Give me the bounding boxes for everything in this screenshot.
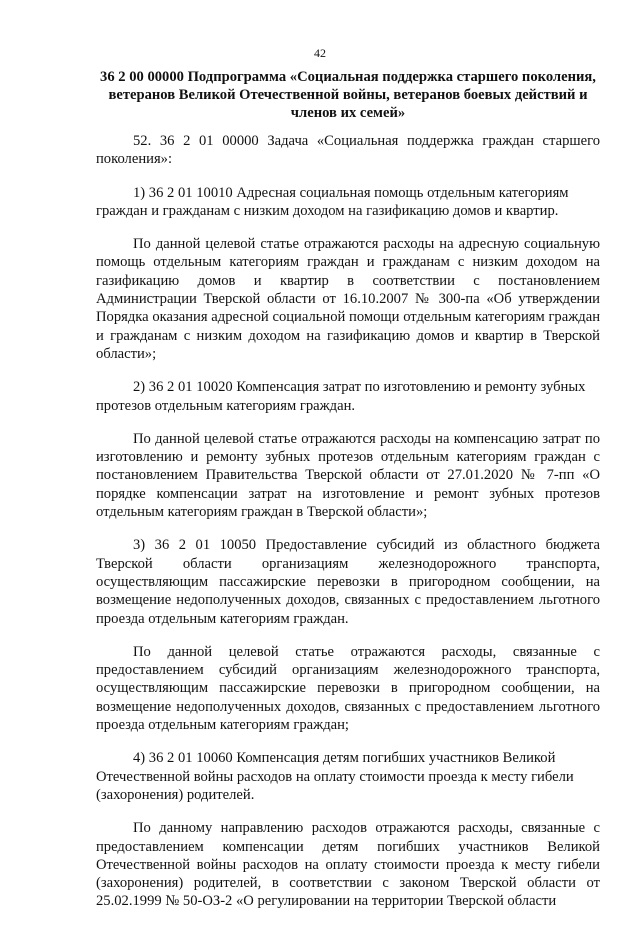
task-paragraph: 52. 36 2 01 00000 Задача «Социальная поддержка граждан старшего поколения»: [96,133,600,168]
subprogram-heading: 36 2 00 00000 Подпрограмма «Социальная поддержка старшего поколения, ветеранов Великой Отечественной войны, ветеранов боевых действий и членов их семей» [100,69,596,121]
item-3-description: По данной целевой статье отражаются расходы, связанные с предоставлением субсидий организациям железнодорожного транспорта, осуществляющим пассажирские перевозки в пригородном сообщении, на возмещение недополученных доходов, связанных с предоставлением льготного проезда отдельным категориям граждан; [96,643,600,734]
page-number: 42 [314,46,326,60]
item-1-title: 1) 36 2 01 10010 Адресная социальная помощь отдельным категориям граждан и гражданам с низким доходом на газификацию домов и квартир. [96,184,569,219]
document-body [96,132,600,926]
item-4-title: 4) 36 2 01 10060 Компенсация детям погибших участников Великой Отечественной войны расходов на оплату стоимости проезда к месту гибели (захоронения) родителей. [96,750,574,803]
item-2-description: По данной целевой статье отражаются расходы на компенсацию затрат по изготовлению и ремонту зубных протезов отдельным категориям граждан с постановлением Правительства Тверской области от 27.01.2020 № 7-пп «О порядке компенсации затрат на изготовление и ремонт зубных протезов отдельным категориям граждан в Тверской области»; [96,430,600,521]
item-4-description: По данному направлению расходов отражаются расходы, связанные с предоставлением компенсации детям погибших участников Великой Отечественной войны расходов на оплату стоимости проезда к месту гибели (захоронения) родителей, в соответствии с законом Тверской области от 25.02.1999 № 50-ОЗ-2 «О регулировании на территории Тверской области [96,820,600,910]
item-1-description: По данной целевой статье отражаются расходы на адресную социальную помощь отдельным категориям граждан и гражданам с низким доходом на газификацию домов и квартир в соответствии с постановлением Администрации Тверской области от 16.10.2007 № 300-па «Об утверждении Порядка оказания адресной социальной помощи отдельным категориям граждан и гражданам с низким доходом на газификацию домов и квартир в Тверской области»; [96,236,600,362]
item-3-title: 3) 36 2 01 10050 Предоставление субсидий из областного бюджета Тверской области организациям железнодорожного транспорта, осуществляющим пассажирские перевозки в пригородном сообщении, на возмещение недополученных доходов, связанных с предоставлением льготного проезда отдельным категориям граждан. [96,537,600,627]
item-2-title: 2) 36 2 01 10020 Компенсация затрат по изготовлению и ремонту зубных протезов отдельным категориям граждан. [96,379,586,414]
